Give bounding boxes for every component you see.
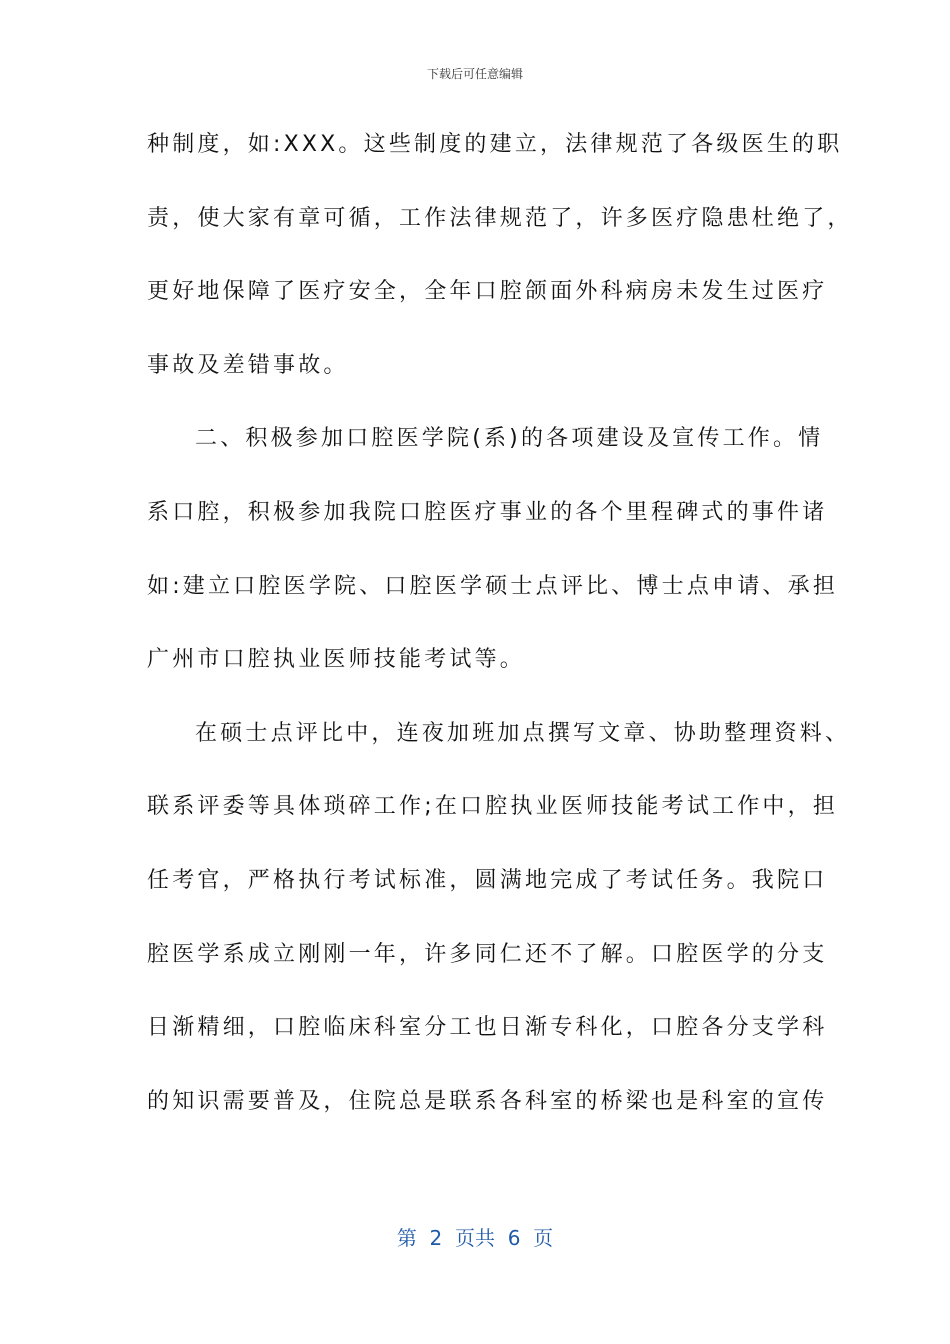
- text-line: 责，使大家有章可循，工作法律规范了，许多医疗隐患杜绝了，: [147, 205, 853, 231]
- text-line: 联系评委等具体琐碎工作;在口腔执业医师技能考试工作中，担: [147, 794, 839, 820]
- text-line: 二、积极参加口腔医学院(系)的各项建设及宣传工作。情: [195, 426, 824, 452]
- text-line: 种制度，如:XXX。这些制度的建立，法律规范了各级医生的职: [147, 132, 843, 157]
- text-line: 广州市口腔执业医师技能考试等。: [147, 647, 526, 673]
- text-line: 任考官，严格执行考试标准，圆满地完成了考试任务。我院口: [147, 867, 828, 893]
- page-number-footer: 第 2 页共 6 页: [396, 1226, 554, 1250]
- text-line: 系口腔，积极参加我院口腔医疗事业的各个里程碑式的事件诸: [147, 499, 828, 525]
- text-line: 的知识需要普及，住院总是联系各科室的桥梁也是科室的宣传: [147, 1088, 828, 1114]
- document-body: [147, 108, 853, 1138]
- text-line: 在硕士点评比中，连夜加班加点撰写文章、协助整理资料、: [195, 720, 851, 746]
- text-line: 更好地保障了医疗安全，全年口腔颌面外科病房未发生过医疗: [147, 279, 828, 305]
- text-line: 腔医学系成立刚刚一年，许多同仁还不了解。口腔医学的分支: [147, 941, 828, 967]
- text-line: 事故及差错事故。: [147, 352, 349, 378]
- text-line: 日渐精细，口腔临床科室分工也日渐专科化，口腔各分支学科: [147, 1015, 828, 1041]
- page-header-note: 下载后可任意编辑: [426, 67, 523, 81]
- text-line: 如:建立口腔医学院、口腔医学硕士点评比、博士点申请、承担: [147, 573, 839, 599]
